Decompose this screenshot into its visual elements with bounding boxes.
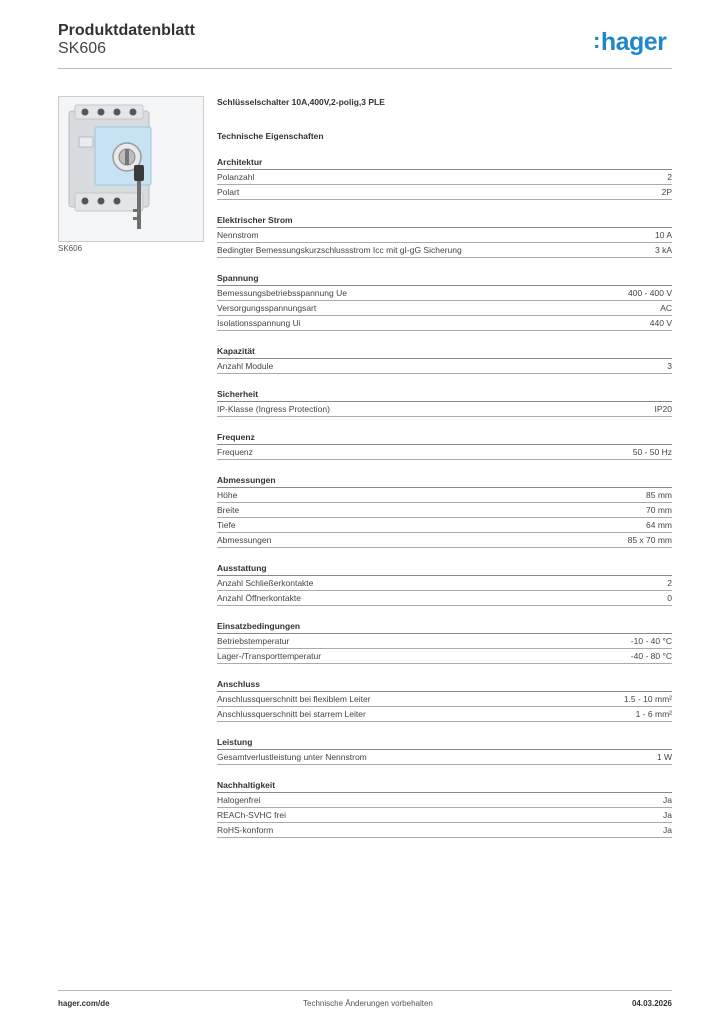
spec-section: [217, 779, 672, 838]
footer-divider: [58, 990, 672, 991]
product-code: SK606: [58, 40, 107, 57]
spec-value: Ja: [663, 795, 672, 805]
spec-label: Bemessungsbetriebsspannung Ue: [217, 288, 347, 298]
spec-row: [217, 692, 672, 707]
spec-row: [217, 576, 672, 591]
spec-row: [217, 488, 672, 503]
spec-value: 70 mm: [646, 505, 672, 515]
hager-logo: :hager: [593, 28, 667, 56]
spec-content: [217, 96, 672, 838]
footer-notice: Technische Änderungen vorbehalten: [303, 999, 433, 1008]
spec-section: [217, 214, 672, 258]
spec-row: [217, 634, 672, 649]
header-divider: [58, 68, 672, 69]
spec-label: Anzahl Öffnerkontakte: [217, 593, 301, 603]
spec-label: Anschlussquerschnitt bei starrem Leiter: [217, 709, 366, 719]
spec-row: [217, 750, 672, 765]
spec-section: [217, 388, 672, 417]
spec-value: 440 V: [649, 318, 672, 328]
spec-row: [217, 707, 672, 722]
product-image: [58, 96, 204, 242]
spec-label: RoHS-konform: [217, 825, 274, 835]
section-title: Anschluss: [217, 678, 672, 692]
spec-label: Isolationsspannung Ui: [217, 318, 301, 328]
spec-value: 2P: [661, 187, 672, 197]
section-title: Architektur: [217, 156, 672, 170]
spec-label: Anzahl Schließerkontakte: [217, 578, 314, 588]
spec-label: Versorgungsspannungsart: [217, 303, 317, 313]
spec-value: 400 - 400 V: [628, 288, 672, 298]
spec-value: IP20: [654, 404, 672, 414]
spec-value: AC: [660, 303, 672, 313]
spec-row: [217, 793, 672, 808]
spec-value: -10 - 40 °C: [630, 636, 672, 646]
spec-label: Höhe: [217, 490, 238, 500]
spec-value: 3 kA: [654, 245, 672, 255]
key-switch-illustration: [59, 97, 203, 241]
spec-value: 10 A: [654, 230, 672, 240]
spec-row: [217, 286, 672, 301]
spec-value: 3: [667, 361, 672, 371]
spec-value: -40 - 80 °C: [630, 651, 672, 661]
spec-row: [217, 808, 672, 823]
spec-value: 1 W: [656, 752, 672, 762]
spec-sections: [217, 156, 672, 838]
spec-section: [217, 562, 672, 606]
section-title: Ausstattung: [217, 562, 672, 576]
spec-label: Tiefe: [217, 520, 236, 530]
spec-value: 2: [667, 578, 672, 588]
spec-section: [217, 620, 672, 664]
section-title: Frequenz: [217, 431, 672, 445]
spec-value: 50 - 50 Hz: [632, 447, 672, 457]
spec-value: Ja: [663, 825, 672, 835]
spec-section: [217, 272, 672, 331]
image-caption: SK606: [58, 244, 83, 253]
product-name: Schlüsselschalter 10A,400V,2-polig,3 PLE: [217, 97, 385, 107]
section-title: Leistung: [217, 736, 672, 750]
spec-row: [217, 518, 672, 533]
spec-section: [217, 474, 672, 548]
spec-label: Polanzahl: [217, 172, 255, 182]
spec-label: REACh-SVHC frei: [217, 810, 286, 820]
spec-value: 85 mm: [646, 490, 672, 500]
spec-label: Halogenfrei: [217, 795, 261, 805]
spec-value: 1 - 6 mm²: [635, 709, 672, 719]
spec-row: [217, 823, 672, 838]
footer-website: hager.com/de: [58, 999, 110, 1008]
spec-label: Anzahl Module: [217, 361, 274, 371]
logo-text: hager: [600, 28, 667, 56]
section-title: Spannung: [217, 272, 672, 286]
footer-date: 04.03.2026: [631, 999, 672, 1008]
spec-label: Abmessungen: [217, 535, 272, 545]
spec-row: [217, 170, 672, 185]
spec-row: [217, 301, 672, 316]
spec-label: Polart: [217, 187, 240, 197]
spec-row: [217, 243, 672, 258]
spec-value: 64 mm: [646, 520, 672, 530]
spec-section: [217, 431, 672, 460]
spec-row: [217, 316, 672, 331]
tech-properties-title: Technische Eigenschaften: [217, 131, 324, 141]
section-title: Elektrischer Strom: [217, 214, 672, 228]
spec-label: Bedingter Bemessungskurzschlussstrom Icc mit gI-gG Sicherung: [217, 245, 462, 255]
spec-section: [217, 345, 672, 374]
spec-label: Nennstrom: [217, 230, 259, 240]
spec-label: IP-Klasse (Ingress Protection): [217, 404, 330, 414]
spec-label: Lager-/Transporttemperatur: [217, 651, 322, 661]
section-title: Nachhaltigkeit: [217, 779, 672, 793]
spec-section: [217, 156, 672, 200]
spec-value: 1.5 - 10 mm²: [623, 694, 672, 704]
spec-value: 2: [667, 172, 672, 182]
spec-row: [217, 359, 672, 374]
page-title: Produktdatenblatt: [58, 22, 195, 39]
spec-label: Gesamtverlustleistung unter Nennstrom: [217, 752, 367, 762]
section-title: Kapazität: [217, 345, 672, 359]
section-title: Einsatzbedingungen: [217, 620, 672, 634]
spec-row: [217, 533, 672, 548]
section-title: Abmessungen: [217, 474, 672, 488]
spec-section: [217, 678, 672, 722]
spec-label: Frequenz: [217, 447, 253, 457]
spec-row: [217, 445, 672, 460]
spec-row: [217, 185, 672, 200]
spec-value: 0: [667, 593, 672, 603]
spec-row: [217, 649, 672, 664]
spec-section: [217, 736, 672, 765]
spec-row: [217, 503, 672, 518]
section-title: Sicherheit: [217, 388, 672, 402]
spec-row: [217, 591, 672, 606]
spec-row: [217, 228, 672, 243]
spec-row: [217, 402, 672, 417]
spec-label: Breite: [217, 505, 240, 515]
spec-label: Anschlussquerschnitt bei flexiblem Leiter: [217, 694, 371, 704]
spec-value: 85 x 70 mm: [627, 535, 672, 545]
spec-label: Betriebstemperatur: [217, 636, 290, 646]
spec-value: Ja: [663, 810, 672, 820]
